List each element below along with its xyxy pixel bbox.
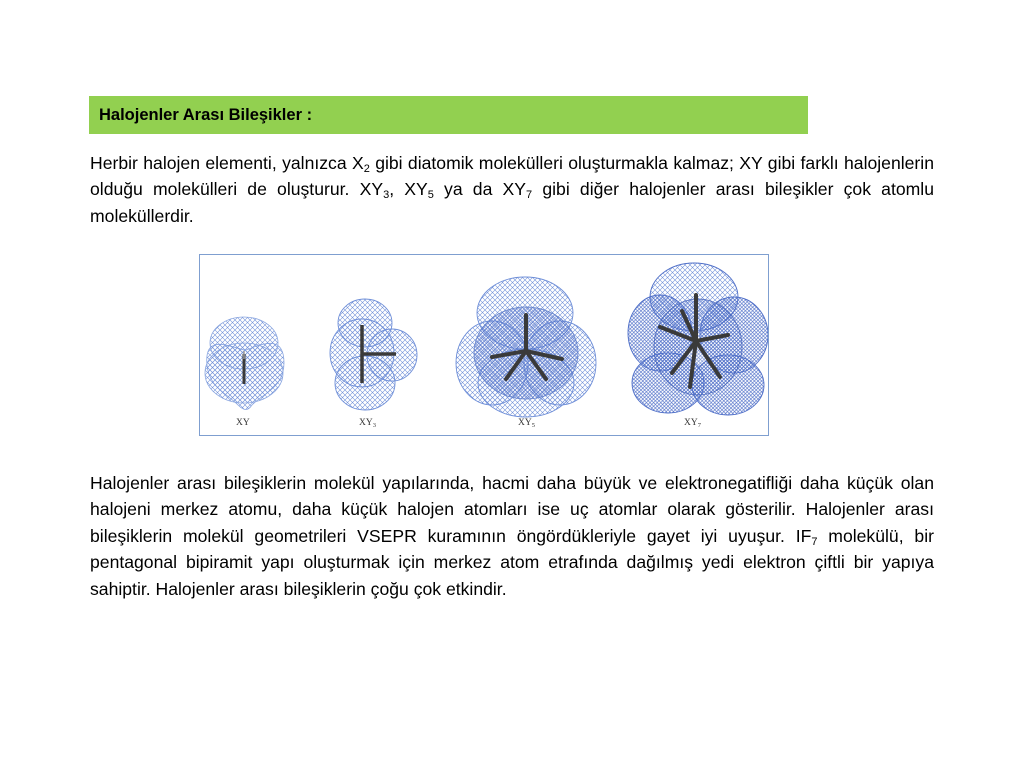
- intro-text-5: gibi diğer halojenler arası bileşikler çok atomlu moleküllerdir.: [90, 179, 934, 226]
- xy7-molecule: [628, 263, 768, 415]
- intro-sub-3: 5: [427, 189, 434, 202]
- title-bar: [89, 96, 808, 134]
- label-xy3: $XY_3$: [359, 418, 376, 429]
- molecule-figure: [199, 254, 769, 436]
- intro-sub-4: 7: [526, 189, 533, 202]
- intro-sub-2: 3: [383, 189, 390, 202]
- structure-text-1: Halojenler arası bileşiklerin molekül yapılarında, hacmi daha büyük ve elektronegatifliği daha küçük olan halojeni merkez atomu, daha küçük halojen atomları ise uç atomlar olarak gösterilir. Halojenler arası bileşiklerin molekül geometrileri VSEPR kuramının öngördükleriyle gayet iyi uyuşur. IF: [90, 473, 934, 546]
- intro-paragraph: [90, 150, 934, 229]
- xy5-molecule: [456, 277, 596, 417]
- intro-text-2: gibi diatomik molekülleri oluşturmakla kalmaz; XY gibi farklı halojenlerin olduğu molekülleri de oluşturur. XY: [90, 153, 934, 200]
- intro-sub-1: 2: [363, 163, 370, 175]
- xy3-molecule: [330, 299, 417, 410]
- structure-sub-1: 7: [811, 535, 818, 548]
- xy-molecule: [205, 317, 284, 410]
- structure-text-2: molekülü, bir pentagonal bipiramit yapı oluşturmak için merkez atom etrafında dağılmış yedi elektron çiftli bir yapıya sahiptir. Halojenler arası bileşiklerin çoğu çok etkindir.: [90, 525, 934, 599]
- intro-text-3: , XY: [389, 179, 428, 200]
- label-xy7: $XY_7$: [684, 418, 701, 429]
- label-xy5: $XY_5$: [518, 418, 535, 429]
- intro-text-1: Herbir halojen elementi, yalnızca X: [90, 153, 364, 173]
- structure-paragraph: [90, 470, 934, 602]
- slide-title: Halojenler Arası Bileşikler :: [99, 105, 313, 124]
- intro-text-4: ya da XY: [433, 179, 527, 200]
- molecule-illustration: [200, 255, 768, 435]
- label-xy: XY: [236, 418, 250, 428]
